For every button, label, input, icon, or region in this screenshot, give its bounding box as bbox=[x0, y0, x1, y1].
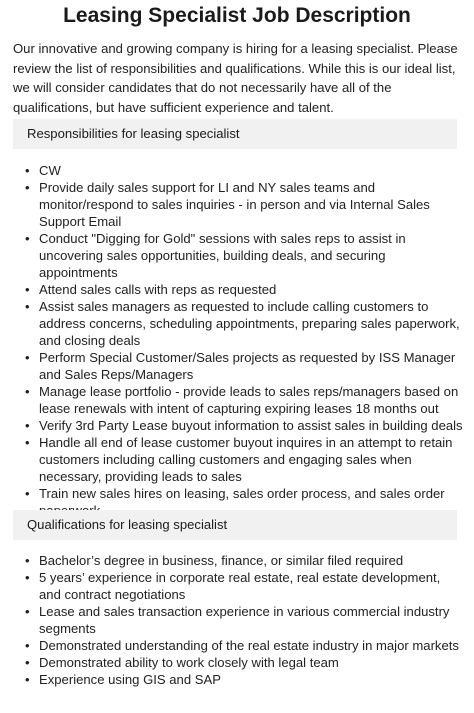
list-item: • Demonstrated ability to work closely with legal team bbox=[25, 655, 339, 670]
list-item-text: Demonstrated understanding of the real estate industry in major markets bbox=[39, 638, 459, 653]
list-item: • Handle all end of lease customer buyout inquires in an attempt to retain customers including calling customers and engaging sales when necessary, providing leads to sales bbox=[25, 435, 453, 484]
list-item-text: Manage lease portfolio - provide leads to sales reps/managers based on lease renewals with intent of capturing expiring leases 18 months out bbox=[39, 384, 459, 416]
list-item-text: Train new sales hires on leasing, sales order process, and sales order bbox=[39, 486, 445, 501]
list-item: • Train new sales hires on leasing, sales order process, and sales order bbox=[13, 485, 465, 519]
list-item: • Lease and sales transaction experience in various commercial industry segments bbox=[25, 604, 450, 636]
list-item: • Perform Special Customer/Sales projects as requested by ISS Manager and Sales Reps/Managers bbox=[25, 350, 456, 382]
list-item-text: Verify 3rd Party Lease buyout information to assist sales in building deals bbox=[39, 418, 463, 433]
list-item: • Attend sales calls with reps as requested bbox=[25, 282, 277, 297]
list-item-text: CW bbox=[39, 163, 61, 178]
list-item-text: Bachelor’s degree in business, finance, or similar filed required bbox=[39, 553, 404, 568]
qualifications-list bbox=[13, 552, 465, 688]
list-item: • Manage lease portfolio - provide leads to sales reps/managers based on lease renewals with intent of capturing expiring leases 18 months out bbox=[25, 384, 459, 416]
list-item: • Provide daily sales support for LI and NY sales teams and monitor/respond to sales inquiries - in person and via Internal Sales Support Email bbox=[25, 180, 430, 229]
list-item-text: Provide daily sales support for LI and NY sales teams and monitor/respond to sales inquiries - in person and via Internal Sales Support Email bbox=[39, 180, 430, 229]
list-item-text: Demonstrated ability to work closely with legal team bbox=[39, 655, 339, 670]
responsibilities-list bbox=[13, 162, 465, 519]
responsibilities-heading: Responsibilities for leasing specialist bbox=[13, 119, 457, 149]
list-item: • Conduct "Digging for Gold" sessions with sales reps to assist in uncovering sales opportunities, building deals, and securing appointments bbox=[25, 231, 406, 280]
list-item-text: 5 years’ experience in corporate real estate, real estate development, and contract negotiations bbox=[39, 570, 441, 602]
list-item: • Demonstrated understanding of the real estate industry in major markets bbox=[25, 638, 459, 653]
list-item: • 5 years’ experience in corporate real estate, real estate development, and contract negotiations bbox=[25, 570, 441, 602]
list-item-text: Lease and sales transaction experience in various commercial industry segments bbox=[39, 604, 450, 636]
qualifications-heading: Qualifications for leasing specialist bbox=[13, 510, 457, 540]
list-item-text: Assist sales managers as requested to include calling customers to address concerns, scheduling appointments, preparing sales paperwork, and closing deals bbox=[39, 299, 460, 348]
list-item: • Bachelor’s degree in business, finance, or similar filed required bbox=[25, 553, 404, 568]
list-item-text: Conduct "Digging for Gold" sessions with sales reps to assist in uncovering sales opportunities, building deals, and securing appointments bbox=[39, 231, 406, 280]
list-item: • Verify 3rd Party Lease buyout information to assist sales in building deals bbox=[25, 418, 463, 433]
list-item: • Assist sales managers as requested to include calling customers to address concerns, scheduling appointments, preparing sales paperwork, and closing deals bbox=[25, 299, 460, 348]
intro-paragraph: Our innovative and growing company is hiring for a leasing specialist. Please review the list of responsibilities and qualifications. While this is our ideal list, we will consider candidates that do not necessarily have all of the qualifications, but have sufficient experience and talent. bbox=[13, 41, 458, 115]
list-item-text: Handle all end of lease customer buyout inquires in an attempt to retain customers including calling customers and engaging sales when necessary, providing leads to sales bbox=[39, 435, 453, 484]
list-item-text: Experience using GIS and SAP bbox=[39, 672, 221, 687]
list-item: • Experience using GIS and SAP bbox=[25, 672, 221, 687]
list-item-text: Attend sales calls with reps as requested bbox=[39, 282, 277, 297]
list-item-text: Perform Special Customer/Sales projects as requested by ISS Manager and Sales Reps/Managers bbox=[39, 350, 456, 382]
page-title: Leasing Specialist Job Description bbox=[63, 4, 411, 27]
list-item: • CW bbox=[25, 163, 61, 178]
